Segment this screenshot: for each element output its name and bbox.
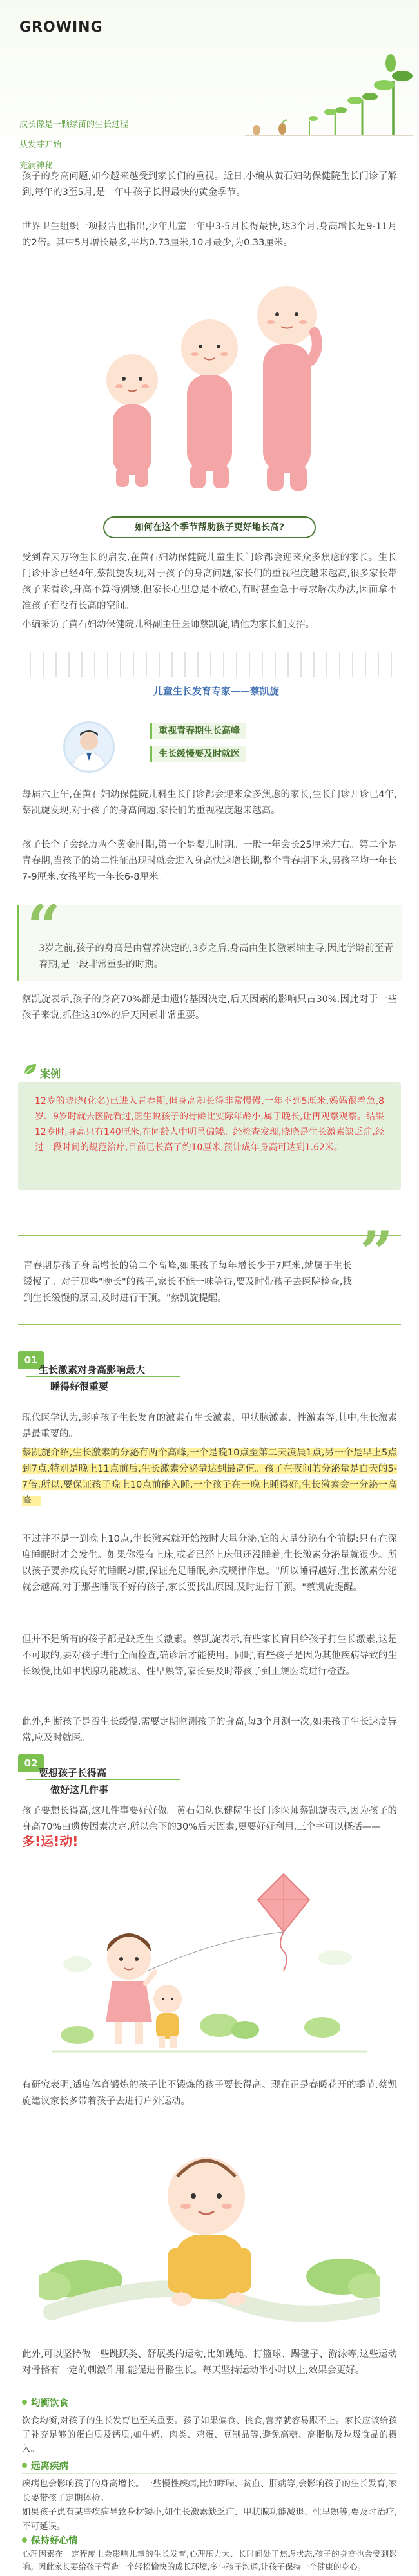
advice-block: [18, 1218, 401, 1325]
advice-text: 青春期是孩子身高增长的第二个高峰,如果孩子每年增长少于7厘米,就属于生长缓慢了。对于那些"晚长"的孩子,家长不能一味等待,要及时带孩子去医院检查,找到生长缓慢的原因,及时进行干预。"蔡凯旋提醒。: [23, 1261, 352, 1303]
section-heading-2: [18, 1754, 199, 1802]
section-number: 01: [18, 1351, 44, 1369]
tagline: 充满神秘: [19, 161, 54, 171]
divider: [22, 2473, 397, 2474]
section-title-line2: 睡得好很重要: [50, 1381, 109, 1392]
expert-title: 儿童生长发育专家——蔡凯旋: [153, 685, 280, 697]
disease-label: 远离疾病: [22, 2459, 68, 2472]
hormone-paragraph-5: 此外,判断孩子是否生长缓慢,需要定期监测孩子的身高,每3个月测一次,如果孩子生长速度异常,应及时就医。: [22, 1717, 397, 1743]
question-pill: 如何在这个季节帮助孩子更好地长高?: [103, 516, 316, 538]
spring-paragraph: 受到春天万物生长的启发,在黄石妇幼保健院儿童生长门诊都会迎来众多焦虑的家长。生长门诊开诊已经4年,蔡凯旋发现,对于孩子的身高问题,家长们的重视程度越来越高,很多家长带孩子来看诊,身高不算特别矮,但家长心里总是不放心,有时甚至急于寻求解决办法,因而拿不准孩子有没有长高的空间。: [22, 553, 397, 611]
section-heading-1: [18, 1351, 199, 1399]
quote-close-icon: ”: [360, 1218, 393, 1287]
motto-text: 多!运!动!: [22, 1833, 79, 1849]
tagline: 成长像是一颗绿苗的生长过程: [19, 120, 129, 129]
disease-paragraph-1: 疾病也会影响孩子的身高增长。一些慢性疾病,比如哮喘、贫血、肝病等,会影响孩子的生长发育,家长要带孩子定期体检。: [22, 2479, 397, 2503]
disease-paragraph-2: 如果孩子患有某些疾病导致身材矮小,如生长激素缺乏症、甲状腺功能减退、性早熟等,要及时治疗,不可延误。: [22, 2507, 397, 2532]
gene-paragraph: [22, 992, 397, 1024]
peak-paragraph-1: 每届六上午,在黄石妇幼保健院儿科生长门诊都会迎来众多焦虑的家长,生长门诊开诊已4年,蔡凯旋发现,对于孩子的身高问题,家长们的重视程度越来越高。: [22, 790, 397, 816]
quote-text: 3岁之前,孩子的身高是由营养决定的,3岁之后,身高由生长激素轴主导,因此学龄前至青春期,是一段非常重要的时期。: [39, 943, 393, 970]
exercise-paragraph: 有研究表明,适度体育锻炼的孩子比不锻炼的孩子要长得高。现在正是春暖花开的季节,蔡凯旋建议家长多带着孩子去进行户外运动。: [22, 2080, 397, 2107]
peak-paragraph-2: 孩子长个子会经历两个黄金时期,第一个是婴儿时期。一般一年会长25厘米左右。第二个是青春期,当孩子的第二性征出现时就会进入身高快速增长期,整个青春期下来,男孩平均一年长7-9厘米,女孩平均一年长6-8厘米。: [22, 840, 397, 882]
intro-paragraph-2: 世界卫生组织一项报告也指出,少年儿童一年中3-5月长得最快,达3个月,身高增长是9-11月的2倍。其中5月增长最多,平均0.73厘米,10月最少,为0.33厘米。: [22, 222, 398, 248]
article-header: [0, 0, 419, 171]
expert-avatar: [63, 721, 115, 773]
case-title: 案例: [40, 1068, 61, 1080]
diet-paragraph: 饮食均衡,对孩子的生长发育也至关重要。孩子如果偏食、挑食,营养就容易跟不上。家长应该给孩子补充足够的蛋白质及钙质,如牛奶、肉类、鸡蛋、豆制品等,避免高糖、高脂肪及垃圾食品的摄入。: [22, 2416, 397, 2454]
quote-block: [17, 892, 402, 981]
diet-label: 均衡饮食: [22, 2396, 68, 2409]
hormone-paragraph-4: 但并不是所有的孩子都是缺乏生长激素。蔡凯旋表示,有些家长盲目给孩子打生长激素,这是不可取的,要对孩子进行全面检查,确诊后才能使用。同时,有些孩子是因为其他疾病导致的生长缓慢,比如甲状腺功能减退、性早熟等,家长要及时带孩子到正规医院进行检查。: [22, 1634, 397, 1677]
case-text: 12岁的晓晓(化名)已进入青春期,但身高却长得非常慢慢,一年不到5厘米,妈妈很着急,8岁、9岁时就去医院看过,医生说孩子的骨龄比实际年龄小,属于晚长,让再观察观察。结果12岁时,身高只有140厘米,在同龄人中明显偏矮。经检查发现,晓晓是生长激素缺乏症,经过一段时间的规范治疗,目前已长高了约10厘米,预计成年身高可达到1.62米。: [18, 1082, 401, 1190]
section-title-line2: 做好这几件事: [50, 1784, 109, 1795]
hormone-paragraph-3: 不过并不是一到晚上10点,生长激素就开始按时大量分泌,它的大量分泌有个前提:只有在深度睡眠时才会发生。如果你没有上床,或者已经上床但还没睡着,生长激素分泌量就很少。所以孩子要养成良好的睡眠习惯,保证充足睡眠,养成规律作息。"所以睡得越好,生长激素分泌就会越高,对于那些睡眠不好的孩子,家长要找出原因,及时进行干预。"蔡凯旋提醒。: [22, 1534, 397, 1593]
tagline: 从发芽开始: [19, 140, 62, 150]
brand-title: GROWING: [19, 19, 103, 35]
intro-paragraph-1: 孩子的身高问题,如今越来越受到家长们的重视。近日,小编从黄石妇幼保健院生长门诊了解到,每年的3至5月,是一年中孩子长得最快的黄金季节。: [22, 171, 397, 198]
hormone-paragraph-2: [22, 1445, 397, 1510]
mood-label: 保持好心情: [22, 2533, 78, 2547]
expert-tag: 重视青春期生长高峰: [150, 723, 246, 739]
spring-extra-paragraph: 小编采访了黄石妇幼保健院儿科副主任医师蔡凯旋,请他为家长们支招。: [22, 620, 315, 630]
hormone-text-2: 蔡凯旋介绍,生长激素的分泌有两个高峰,一个是晚10点至第二天凌晨1点,另一个是早上5点到7点,特别是晚上11点前后,生长激素分泌量达到最高值。孩子在夜间的分泌量是白天的5-7倍,所以,要保证孩子晚上10点前能入睡,一个孩子在一晚上睡得好,生长激素会一分泌一高峰。: [22, 1448, 397, 1506]
section-number: 02: [18, 1754, 44, 1772]
doctor-icon: [65, 723, 113, 771]
growing-babies-illustration: [90, 277, 329, 502]
hormone-paragraph-1: 现代医学认为,影响孩子生长发育的激素有生长激素、甲状腺激素、性激素等,其中,生长激素是最重要的。: [22, 1413, 397, 1439]
expert-card: [18, 652, 401, 778]
kite-flying-illustration: [52, 1861, 367, 2061]
gene-text: 蔡凯旋表示,孩子的身高70%都是由遗传基因决定,后天因素的影响只占30%,因此对于一些孩子来说,抓住这30%的后天因素非常重要。: [22, 994, 397, 1021]
exercise-paragraph-2: 此外,可以坚持做一些跳跃类、舒展类的运动,比如跳绳、打篮球、踢毽子、游泳等,这些运动对骨骼有一定的刺激作用,能促进骨骼生长。每天坚持运动半小时以上,效果会更好。: [22, 2349, 397, 2376]
section-title-line1: 要想孩子长得高: [39, 1767, 107, 1779]
crawling-baby-illustration: [39, 2125, 380, 2338]
case-leaf-icon: [22, 1061, 37, 1077]
section-title-line1: 生长激素对身高影响最大: [39, 1364, 146, 1376]
expert-tag: 生长缓慢要及时就医: [150, 746, 246, 762]
quote-open-icon: “: [27, 892, 61, 960]
tagline-list: [19, 115, 128, 176]
mood-paragraph: 心理因素在一定程度上会影响儿童的生长发育,心理压力大、长时间处于焦虑状态,孩子的身高也会受到影响。因此家长要给孩子营造一个轻松愉快的成长环境,多与孩子沟通,让孩子保持一个健康的身心。: [22, 2549, 397, 2571]
do-paragraph: 孩子要想长得高,这几件事要好好做。黄石妇幼保健院生长门诊医师蔡凯旋表示,因为孩子的身高70%由遗传因素决定,所以余下的30%后天因素,更要好好利用,三个字可以概括——: [22, 1806, 397, 1832]
sprout-growth-icon: [245, 45, 413, 142]
decorative-bar: [18, 652, 401, 677]
